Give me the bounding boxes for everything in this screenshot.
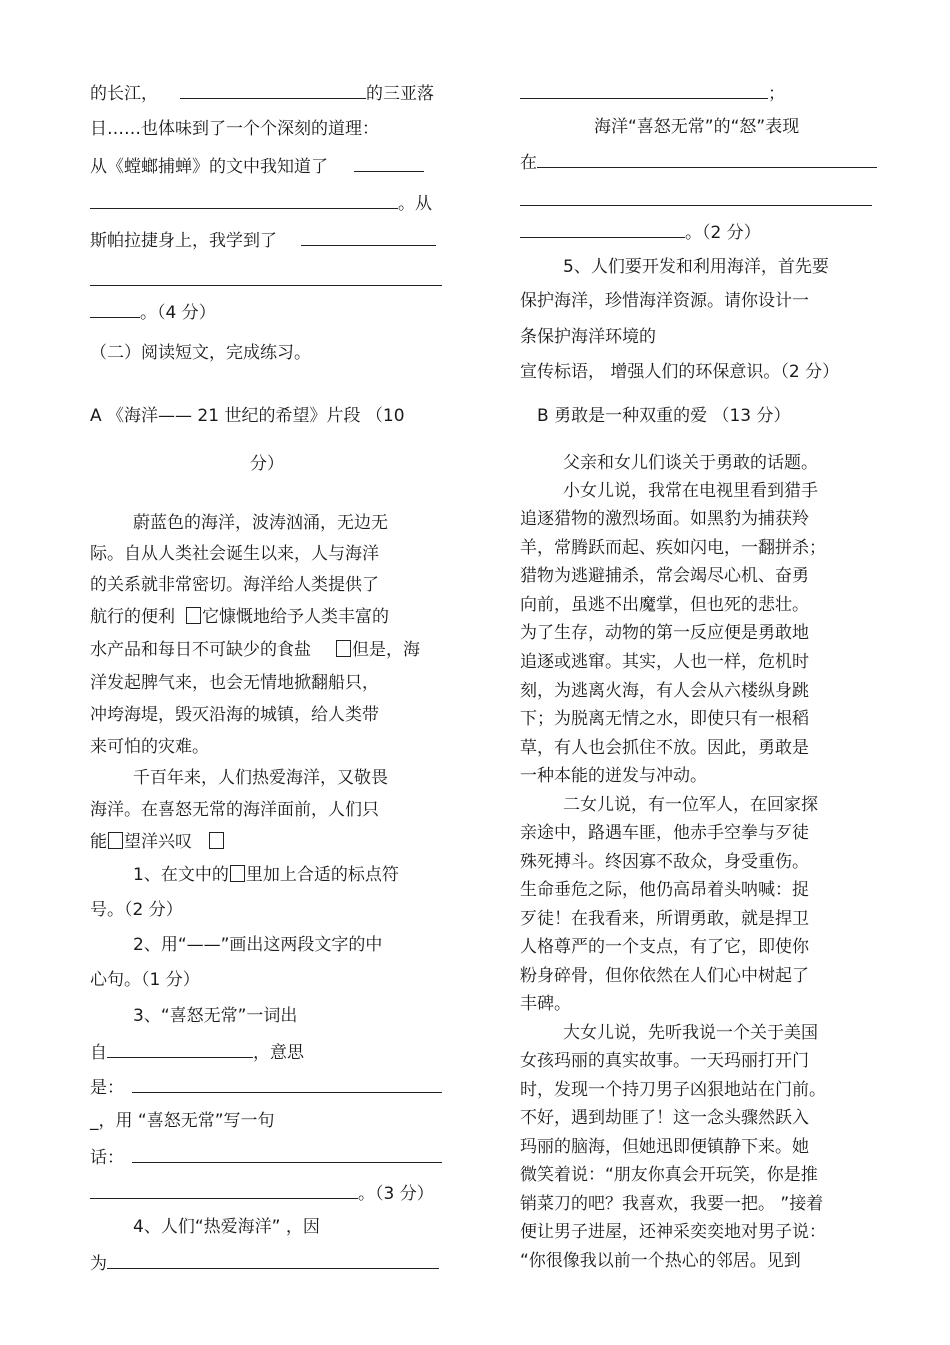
q4-line-2: 为 bbox=[90, 1251, 439, 1273]
b-para3-line: 殊死搏斗。终因寡不敌众，身受重伤。 bbox=[520, 852, 809, 872]
b-para4-line: 大女儿说，先听我说一个关于美国 bbox=[563, 1023, 818, 1043]
blank[interactable] bbox=[107, 1251, 439, 1269]
blank-line[interactable] bbox=[90, 285, 442, 286]
section-b-title: B 勇敢是一种双重的爱 （13 分） bbox=[537, 406, 791, 426]
punctuation-box[interactable] bbox=[186, 607, 201, 624]
blank[interactable] bbox=[354, 154, 424, 172]
cont-line-5: 斯帕拉捷身上，我学到了 bbox=[90, 228, 436, 250]
q3-line-2: 自 ，意思 bbox=[90, 1040, 304, 1062]
blank-line[interactable] bbox=[520, 205, 872, 206]
blank[interactable] bbox=[180, 81, 366, 99]
b-para3-line: 粉身碎骨，但你依然在人们心中树起了 bbox=[520, 966, 809, 986]
punctuation-box[interactable] bbox=[108, 832, 123, 849]
para1-line-3: 的关系就非常密切。海洋给人类提供了 bbox=[90, 575, 379, 595]
blank[interactable] bbox=[537, 150, 877, 168]
blank[interactable] bbox=[132, 1075, 442, 1093]
b-para4-line: 时，发现一个持刀男子凶狠地站在门前。 bbox=[520, 1080, 826, 1100]
cont-line-4: 。从 bbox=[90, 191, 432, 213]
b-para3-line: 歹徒！在我看来，所谓勇敢，就是捍卫 bbox=[520, 909, 809, 929]
cont-line-3: 从《螳螂捕蝉》的文中我知道了 bbox=[90, 154, 424, 176]
para1-line-1: 蔚蓝色的海洋，波涛汹涌，无边无 bbox=[133, 513, 388, 533]
q1-line-1: 1、在文中的 里加上合适的标点符 bbox=[133, 865, 399, 885]
b-para2-line: 追逐猎物的激烈场面。如黑豹为捕获羚 bbox=[520, 509, 809, 529]
b-para4-line: “你很像我以前一个热心的邻居。见到 bbox=[520, 1251, 801, 1271]
b-para3-line: 生命垂危之际，他仍高昂着头呐喊：捉 bbox=[520, 880, 809, 900]
q2-line-1: 2、用“——”画出这两段文字的中 bbox=[133, 935, 383, 955]
para1-line-7: 冲垮海堤，毁灭沿海的城镇，给人类带 bbox=[90, 705, 379, 725]
box-glyph bbox=[230, 865, 245, 882]
blank[interactable] bbox=[90, 1181, 358, 1199]
para2-line-3: 能 望洋兴叹 bbox=[90, 831, 225, 853]
para1-line-2: 际。自从人类社会诞生以来，人与海洋 bbox=[90, 544, 379, 564]
blank[interactable] bbox=[132, 1145, 442, 1163]
blank[interactable] bbox=[520, 81, 768, 99]
b-para2-line: 追逐或逃窜。其实，人也一样，危机时 bbox=[520, 652, 809, 672]
b-para2-line: 为了生存，动物的第一反应便是勇敢地 bbox=[520, 623, 809, 643]
q3-line-1: 3、“喜怒无常”一词出 bbox=[133, 1006, 298, 1026]
q4-line-1: 4、人们“热爱海洋” ，因 bbox=[133, 1217, 320, 1237]
part2-title: （二）阅读短文，完成练习。 bbox=[90, 343, 311, 363]
para1-line-4: 航行的便利 它慷慨地给予人类丰富的 bbox=[90, 607, 389, 627]
r-top-line-5: 。（2 分） bbox=[520, 220, 761, 242]
cont-line-7: 。（4 分） bbox=[90, 300, 216, 322]
b-para2-line: 一种本能的迸发与冲动。 bbox=[520, 766, 707, 786]
blank[interactable] bbox=[90, 191, 398, 209]
q3-line-3: 是： bbox=[90, 1075, 442, 1097]
r-top-line-3: 在 bbox=[520, 150, 877, 172]
section-a-title-cont: 分） bbox=[250, 454, 284, 474]
q5-line-4: 宣传标语， 增强人们的环保意识。（2 分） bbox=[520, 362, 840, 382]
q2-line-2: 心句。（1 分） bbox=[90, 970, 200, 990]
b-para4-line: 不好，遇到劫匪了！这一念头骤然跃入 bbox=[520, 1108, 809, 1128]
para2-line-1: 千百年来，人们热爱海洋，又敬畏 bbox=[133, 768, 388, 788]
blank[interactable] bbox=[520, 220, 685, 238]
para1-line-6: 洋发起脾气来，也会无情地掀翻船只， bbox=[90, 673, 379, 693]
q1-line-2: 号。（2 分） bbox=[90, 900, 183, 920]
b-para2-line: 猎物为逃避捕杀，常会竭尽心机、奋勇 bbox=[520, 566, 809, 586]
q5-line-2: 保护海洋，珍惜海洋资源。请你设计一 bbox=[520, 291, 809, 311]
b-para2-line: 羊，常腾跃而起、疾如闪电，一翻拼杀； bbox=[520, 538, 826, 558]
b-para3-line: 人格尊严的一个支点，有了它，即使你 bbox=[520, 937, 809, 957]
b-para2-line: 刻，为逃离火海，有人会从六楼纵身跳 bbox=[520, 681, 809, 701]
q3-line-6: 。（3 分） bbox=[90, 1181, 434, 1203]
q5-line-1: 5、人们要开发和利用海洋，首先要 bbox=[563, 257, 829, 277]
section-a-title: A 《海洋—— 21 世纪的希望》片段 （10 bbox=[90, 406, 405, 426]
b-para4-line: 便让男子进屋，还神采奕奕地对男子说： bbox=[520, 1222, 826, 1242]
b-para4-line: 微笑着说：“朋友你真会开玩笑，你是推 bbox=[520, 1165, 818, 1185]
para1-line-8: 来可怕的灾难。 bbox=[90, 737, 209, 757]
para1-line-5: 水产品和每日不可缺少的食盐 但是，海 bbox=[90, 640, 420, 660]
cont-line-2: 日……也体味到了一个个深刻的道理： bbox=[90, 119, 379, 139]
blank[interactable] bbox=[90, 300, 140, 318]
para2-line-2: 海洋。在喜怒无常的海洋面前，人们只 bbox=[90, 800, 379, 820]
q5-line-3: 条保护海洋环境的 bbox=[520, 327, 656, 347]
b-para4-line: 女孩玛丽的真实故事。一天玛丽打开门 bbox=[520, 1051, 809, 1071]
r-top-line-2: 海洋“喜怒无常”的“怒”表现 bbox=[594, 117, 800, 137]
b-para2-line: 草，有人也会抓住不放。因此，勇敢是 bbox=[520, 738, 809, 758]
b-para4-line: 销菜刀的吧？我喜欢，我要一把。 ”接着 bbox=[520, 1194, 824, 1214]
b-para3-line: 丰碑。 bbox=[520, 994, 571, 1014]
b-para2-line: 下；为脱离无情之水，即使只有一根稻 bbox=[520, 709, 809, 729]
b-para1: 父亲和女儿们谈关于勇敢的话题。 bbox=[563, 453, 818, 473]
q3-line-4: _，用 “喜怒无常”写一句 bbox=[90, 1111, 275, 1131]
r-top-line-1: ； bbox=[520, 81, 785, 103]
cont-line-1: 的长江， 的三亚落 bbox=[90, 81, 434, 103]
b-para2-line: 向前，虽逃不出魔掌，但也死的悲壮。 bbox=[520, 595, 809, 615]
b-para2-line: 小女儿说，我常在电视里看到猎手 bbox=[563, 481, 818, 501]
b-para4-line: 玛丽的脑海，但她迅即便镇静下来。她 bbox=[520, 1137, 809, 1157]
q3-line-5: 话： bbox=[90, 1145, 442, 1167]
punctuation-box[interactable] bbox=[209, 832, 224, 849]
blank[interactable] bbox=[107, 1040, 253, 1058]
b-para3-line: 亲途中，路遇车匪，他赤手空拳与歹徒 bbox=[520, 823, 809, 843]
b-para3-line: 二女儿说，有一位军人，在回家探 bbox=[563, 795, 818, 815]
blank[interactable] bbox=[301, 228, 436, 246]
punctuation-box[interactable] bbox=[336, 640, 351, 657]
